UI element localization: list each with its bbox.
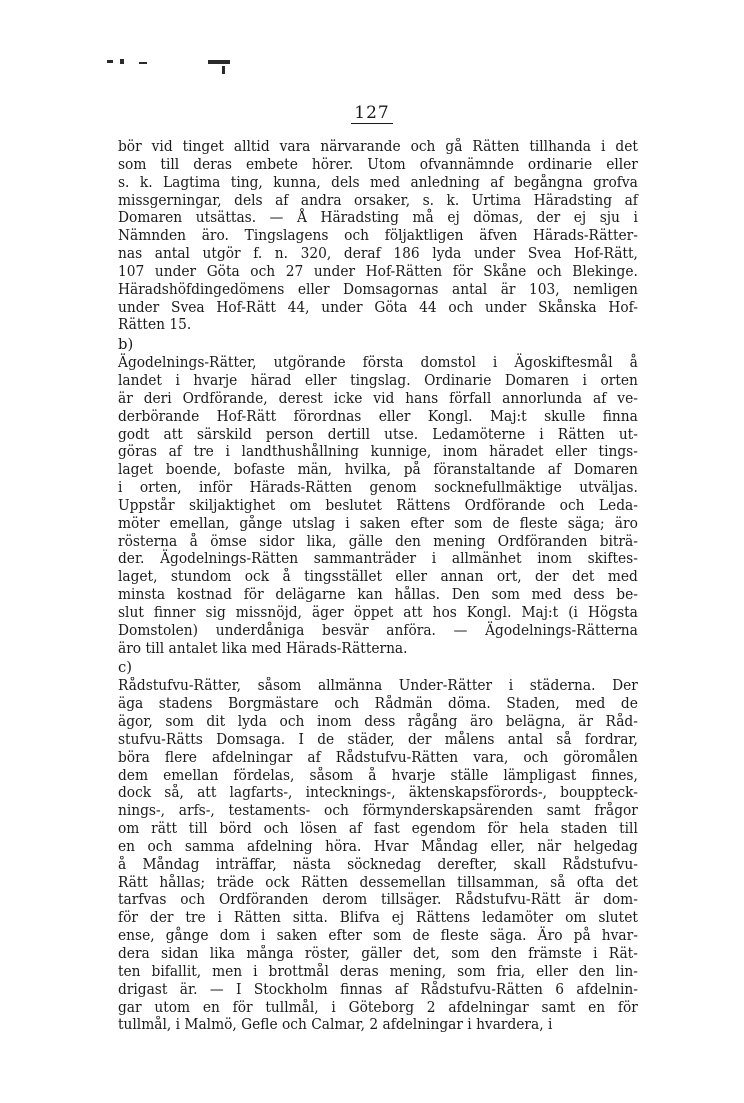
text-line: stufvu-Rätts Domsaga. I de städer, der målens antal så fordrar, [118,730,638,748]
text-line: under Svea Hof-Rätt 44, under Göta 44 och under Skånska Hof- [118,298,638,316]
text-line: äga stadens Borgmästare och Rådmän döma. Staden, med de [118,695,638,713]
text-line: Rådstufvu-Rätter, såsom allmänna Under-Rätter i städerna. Der [118,677,638,695]
text-line: laget, stundom ock å tingsstället eller annan ort, der det med [118,568,638,586]
text-line: slut finner sig missnöjd, äger öppet att hos Kongl. Maj:t (i Högsta [118,603,638,621]
text-line: ense, gånge dom i saken efter som de fleste säga. Äro på hvar- [118,927,638,945]
text-line: är deri Ordförande, derest icke vid hans förfall annorlunda af ve- [118,389,638,407]
text-line: drigast är. — I Stockholm finnas af Rådstufvu-Rätten 6 afdelnin- [118,980,638,998]
text-line: tullmål, i Malmö, Gefle och Calmar, 2 afdelningar i hvardera, i [118,1016,553,1034]
text-line: Nämnden äro. Tingslagens och följaktligen äfven Härads-Rätter- [118,227,638,245]
text-line: en och samma afdelning höra. Hvar Måndag eller, när helgedag [118,837,638,855]
page-number: 127 [0,103,744,123]
text-line: gar utom en för tullmål, i Göteborg 2 afdelningar samt en för [118,998,638,1016]
text-line: böra flere afdelningar af Rådstufvu-Rätten vara, och göromålen [118,748,638,766]
text-line: s. k. Lagtima ting, kunna, dels med anledning af begångna grofva [118,173,638,191]
text-line: landet i hvarje härad eller tingslag. Ordinarie Domaren i orten [118,371,638,389]
text-line: ten bifallit, men i brottmål deras mening, som fria, eller den lin- [118,962,638,980]
text-line: Uppstår skiljaktighet om beslutet Rättens Ordförande och Leda- [118,496,638,514]
text-line: nas antal utgör f. n. 320, deraf 186 lyda under Svea Hof-Rätt, [118,245,638,263]
paragraph-marker: b) [118,336,134,354]
text-line: göras af tre i landthushållning kunnige, inom häradet eller tings- [118,443,638,461]
text-line: godt att särskild person dertill utse. Ledamöterne i Rätten ut- [118,425,638,443]
text-line: rösterna å ömse sidor lika, gälle den mening Ordföranden biträ- [118,532,638,550]
text-line: Rätten 15. [118,316,192,334]
scan-speck [107,60,113,63]
text-line: dera sidan lika många röster, gäller det, som den främste i Rät- [118,944,638,962]
text-line: Rätt hållas; träde ock Rätten dessemellan tillsamman, så ofta det [118,873,638,891]
text-line: Domaren utsättas. — Å Häradsting må ej dömas, der ej sju i [118,209,638,227]
scan-speck [208,60,230,64]
text-line: missgerningar, dels af andra orsaker, s. k. Urtima Häradsting af [118,191,638,209]
text-line: 107 under Göta och 27 under Hof-Rätten för Skåne och Blekinge. [118,262,638,280]
text-line: der. Ägodelnings-Rätten sammanträder i allmänhet inom skiftes- [118,550,638,568]
paragraph [118,138,638,334]
text-line: derbörande Hof-Rätt förordnas eller Kongl. Maj:t skulle finna [118,407,638,425]
text-line: om rätt till börd och lösen af fast egendom för hela staden till [118,820,638,838]
text-line: möter emellan, gånge utslag i saken efter som de fleste säga; äro [118,514,638,532]
text-line: som till deras embete hörer. Utom ofvannämnde ordinarie eller [118,155,638,173]
text-line: bör vid tinget alltid vara närvarande och gå Rätten tillhanda i det [118,138,638,155]
scan-speck [139,62,147,64]
text-line: äro till antalet lika med Härads-Rätterna. [118,639,408,657]
text-line: Häradshöfdingedömens eller Domsagornas antal är 103, nemligen [118,280,638,298]
paragraph-marker: c) [118,659,133,677]
paragraph [118,657,638,1034]
paragraph [118,334,638,657]
scan-speck [222,66,225,74]
text-line: Domstolen) underdåniga besvär anföra. — Ägodelnings-Rätterna [118,621,638,639]
text-line: tarfvas och Ordföranden derom tillsäger. Rådstufvu-Rätt är dom- [118,891,638,909]
text-line: ägor, som dit lyda och inom dess rågång äro belägna, är Råd- [118,713,638,730]
text-line: dock så, att lagfarts-, intecknings-, äktenskapsförords-, bouppteck- [118,784,638,802]
text-line: i orten, inför Härads-Rätten genom socknefullmäktige utväljas. [118,479,638,497]
text-line: för der tre i Rätten sitta. Blifva ej Rättens ledamöter om slutet [118,909,638,927]
text-line: nings-, arfs-, testaments- och förmynderskapsärenden samt frågor [118,802,638,820]
body-text [118,138,638,1034]
text-line: å Måndag inträffar, nästa söcknedag derefter, skall Rådstufvu- [118,855,638,873]
text-line: minsta kostnad för delägarne kan hållas. Den som med dess be- [118,586,638,604]
scan-speck [120,59,124,64]
text-line: dem emellan fördelas, såsom å hvarje ställe lämpligast finnes, [118,766,638,784]
text-line: laget boende, bofaste män, hvilka, på föranstaltande af Domaren [118,461,638,479]
text-line: Ägodelnings-Rätter, utgörande första domstol i Ägoskiftesmål å [118,354,638,372]
